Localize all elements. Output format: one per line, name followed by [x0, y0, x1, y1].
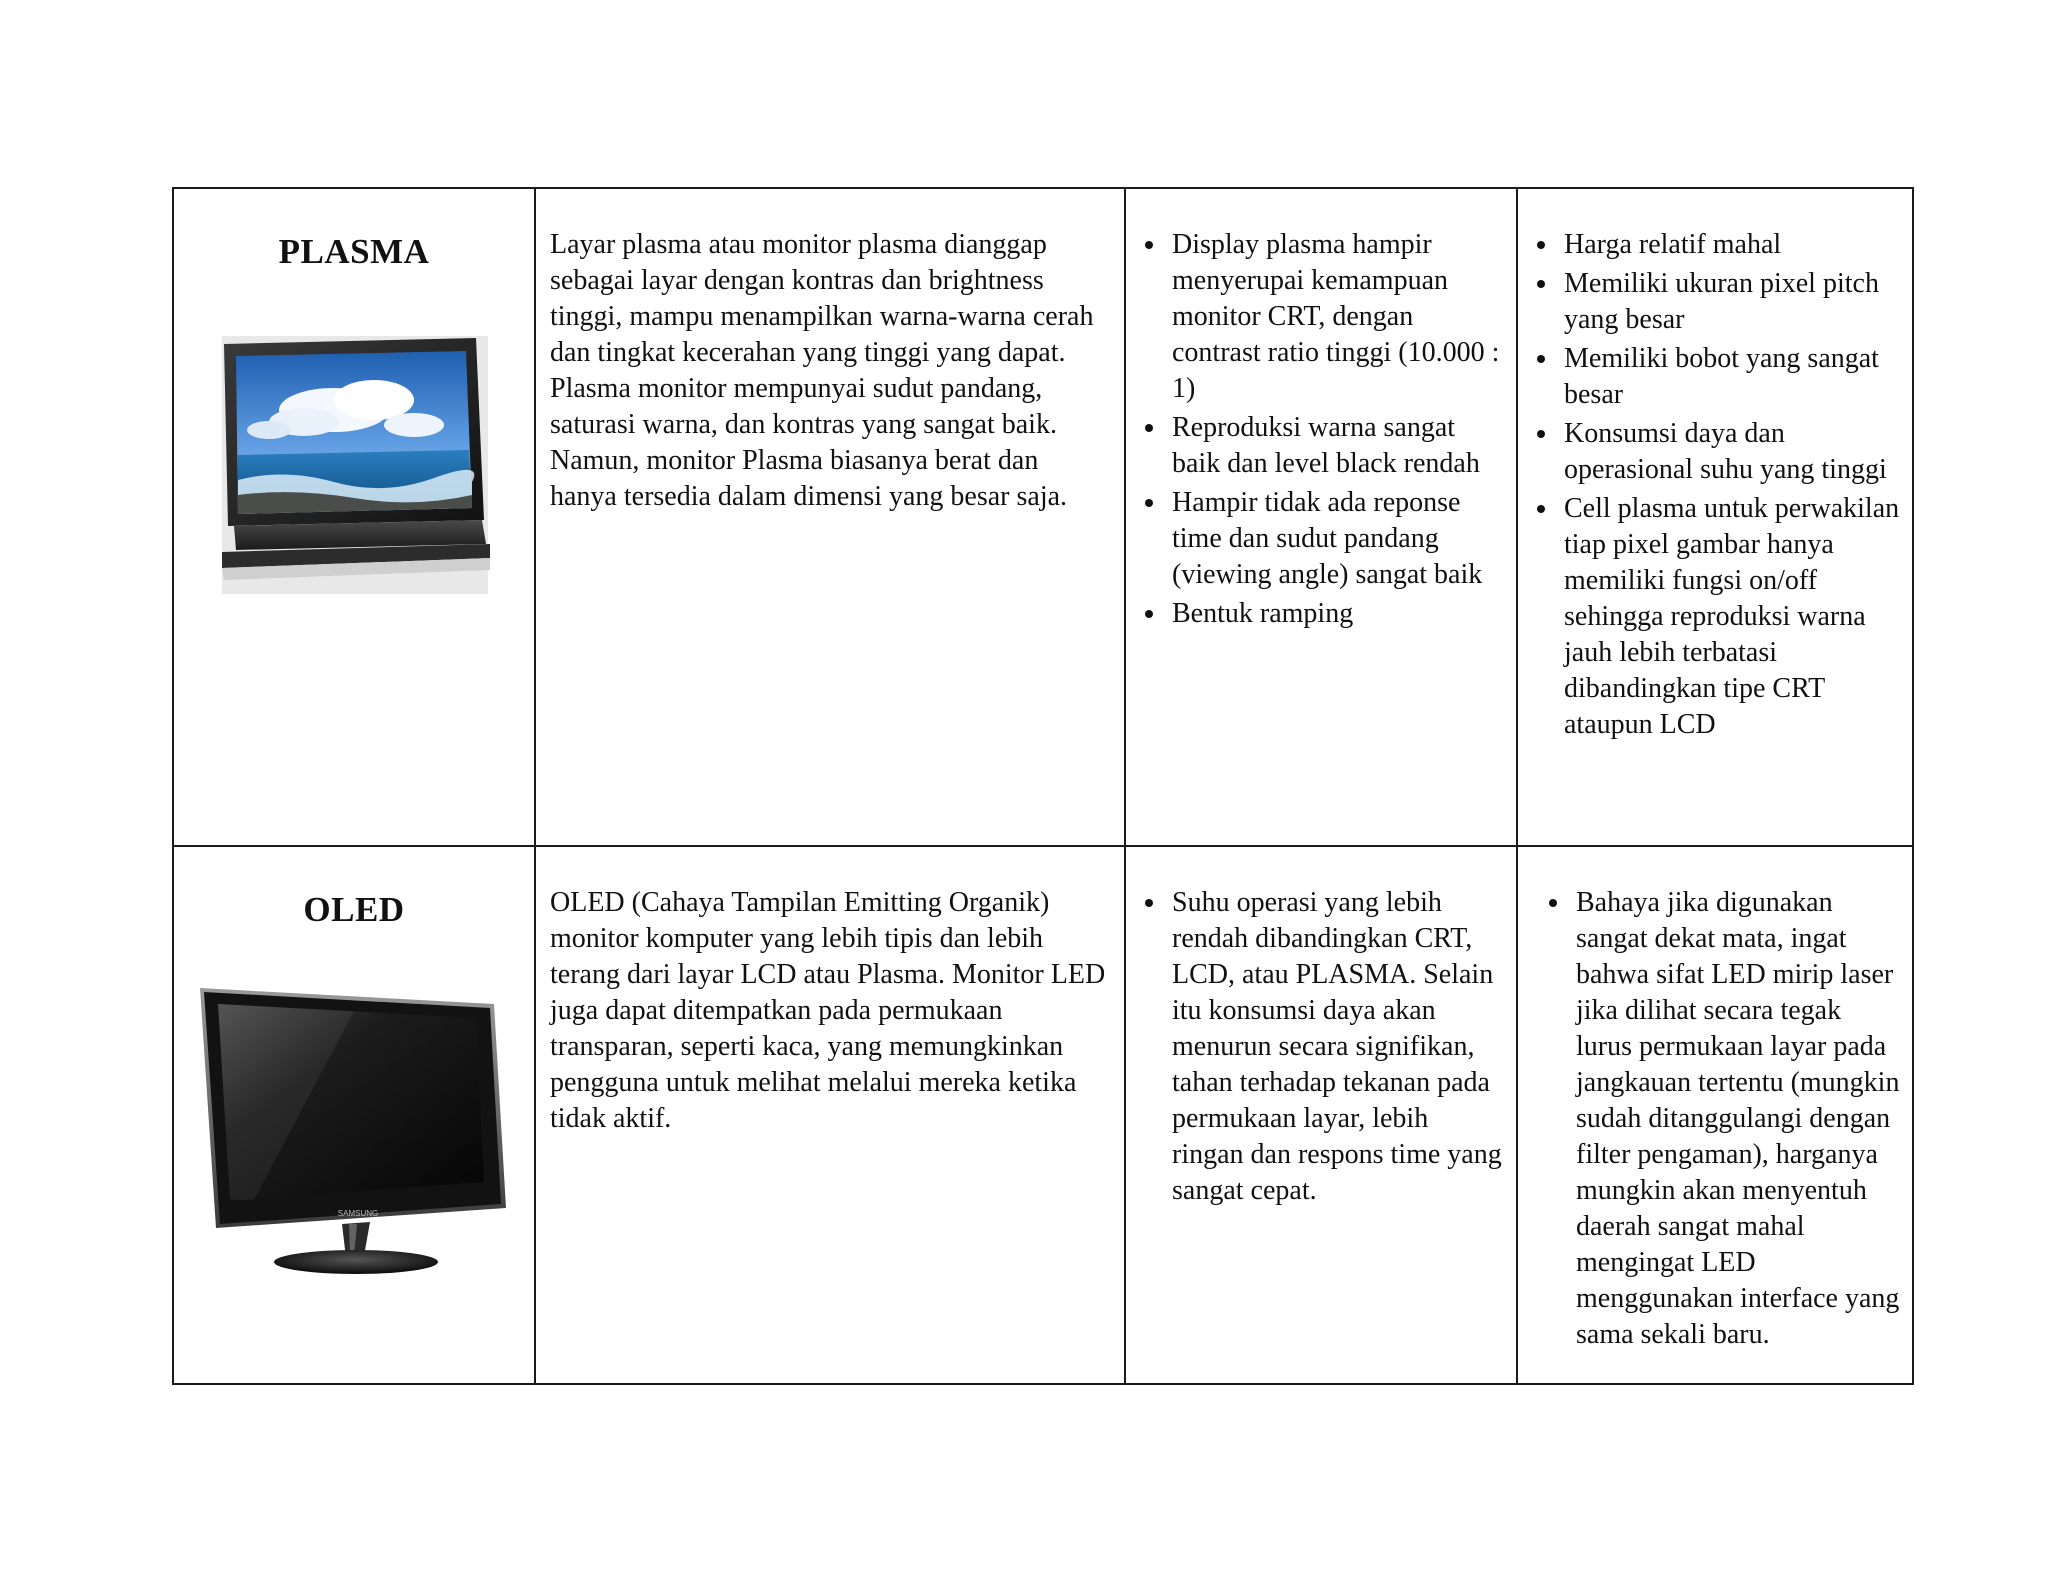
list-item: • Konsumsi daya dan operasional suhu yang tinggi [1560, 416, 1902, 488]
disadvantages-cell [1517, 846, 1913, 1384]
plasma-tv-icon [214, 330, 494, 600]
list-item: • Bahaya jika digunakan sangat dekat mata, ingat bahwa sifat LED mirip laser jika dilihat secara tegak lurus permukaan layar pada jangkauan tertentu (mungkin sudah ditanggulangi dengan filter pengaman), harganya mungkin akan menyentuh daerah sangat mahal mengingat LED menggunakan interface yang sama sekali baru. [1572, 885, 1902, 1353]
table-row-oled [173, 846, 1913, 1384]
list-item: • Bentuk ramping [1168, 596, 1506, 632]
list-item: • Hampir tidak ada reponse time dan sudut pandang (viewing angle) sangat baik [1168, 485, 1506, 593]
list-item: • Memiliki ukuran pixel pitch yang besar [1560, 266, 1902, 338]
description-text: Layar plasma atau monitor plasma dianggap sebagai layar dengan kontras dan brightness tinggi, mampu menampilkan warna-warna cerah dan tingkat kecerahan yang tinggi yang dapat. Plasma monitor mempunyai sudut pandang, saturasi warna, dan kontras yang sangat baik. Namun, monitor Plasma biasanya berat dan hanya tersedia dalam dimensi yang besar saja. [550, 229, 1094, 512]
type-title: PLASMA [278, 232, 430, 271]
advantages-cell [1125, 846, 1517, 1384]
disadvantages-cell [1517, 188, 1913, 846]
list-item: • Memiliki bobot yang sangat besar [1560, 341, 1902, 413]
advantages-cell [1125, 188, 1517, 846]
disadvantages-list [1518, 227, 1902, 743]
monitor-comparison-table [172, 187, 1914, 1385]
list-item: • Harga relatif mahal [1560, 227, 1902, 263]
description-cell [535, 846, 1125, 1384]
description-cell [535, 188, 1125, 846]
description-text: OLED (Cahaya Tampilan Emitting Organik) monitor komputer yang lebih tipis dan lebih terang dari layar LCD atau Plasma. Monitor LED juga dapat ditempatkan pada permukaan transparan, seperti kaca, yang memungkinkan pengguna untuk melihat melalui mereka ketika tidak aktif. [550, 887, 1106, 1134]
list-item: • Suhu operasi yang lebih rendah dibandingkan CRT, LCD, atau PLASMA. Selain itu konsumsi daya akan menurun secara signifikan, tahan terhadap tekanan pada permukaan layar, lebih ringan dan respons time yang sangat cepat. [1168, 885, 1506, 1209]
type-title: OLED [303, 890, 405, 929]
advantages-list [1126, 885, 1506, 1209]
advantages-list [1126, 227, 1506, 632]
disadvantages-list [1518, 885, 1902, 1353]
type-cell [173, 846, 535, 1384]
list-item: • Display plasma hampir menyerupai kemampuan monitor CRT, dengan contrast ratio tinggi (10.000 : 1) [1168, 227, 1506, 407]
type-cell [173, 188, 535, 846]
brand-label: SAMSUNG [337, 1209, 379, 1218]
list-item: • Cell plasma untuk perwakilan tiap pixel gambar hanya memiliki fungsi on/off sehingga reproduksi warna jauh lebih terbatasi dibandingkan tipe CRT ataupun LCD [1560, 491, 1902, 743]
list-item: • Reproduksi warna sangat baik dan level black rendah [1168, 410, 1506, 482]
oled-monitor-icon [194, 978, 514, 1278]
table-row-plasma [173, 188, 1913, 846]
